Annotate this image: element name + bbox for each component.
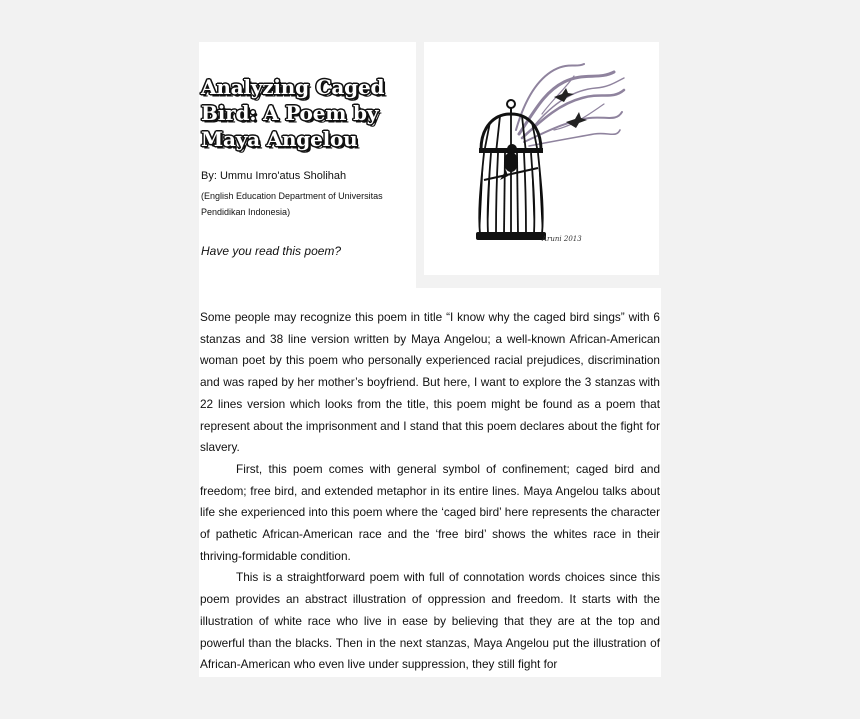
cage-hook: [507, 100, 515, 114]
birdcage-icon: [424, 42, 659, 275]
artist-signature: Aruni 2013: [542, 235, 582, 243]
paragraph-3: This is a straightforward poem with full of connotation words choices since this poem provides an abstract illustration of oppression and freedom. It starts with the illustration of white race who live in ease by believing that they are at the top and powerful than the blacks. Then in the next stanzas, Maya Angelou put the illustration of African-American who even live under suppression, they still fight for: [200, 570, 660, 672]
author-line: By: Ummu Imro'atus Sholihah: [201, 170, 347, 182]
intro-question: Have you read this poem?: [201, 244, 342, 258]
paragraph-1: Some people may recognize this poem in title “I know why the caged bird sings” with 6 stanzas and 38 line version written by Maya Angelou; a well-known African-American woman poet by this poem who personally experienced racial prejudices, discrimination and was raped by her mother’s boyfriend. But here, I want to explore the 3 stanzas with 22 lines version which looks from the title, this poem might be found as a poem that represent about the imprisonment and I stand that this poem declares about the fight for slavery.: [200, 310, 660, 455]
paragraph-2: First, this poem comes with general symbol of confinement; caged bird and freedom; free bird, and extended metaphor in its entire lines. Maya Angelou talks about life she experienced into this poem where the ‘caged bird’ here represents the character of pathetic African-American race and the ‘free bird’ shows the whites race in their thriving-formidable condition.: [200, 461, 660, 563]
smoke-wisps: [516, 64, 624, 146]
article-body: [200, 307, 660, 676]
author-affiliation: (English Education Department of Universitas Pendidikan Indonesia): [201, 191, 383, 217]
article-title: Analyzing Caged Bird: A Poem by Maya Angelou: [201, 75, 385, 151]
caged-bird-illustration: [424, 42, 659, 275]
